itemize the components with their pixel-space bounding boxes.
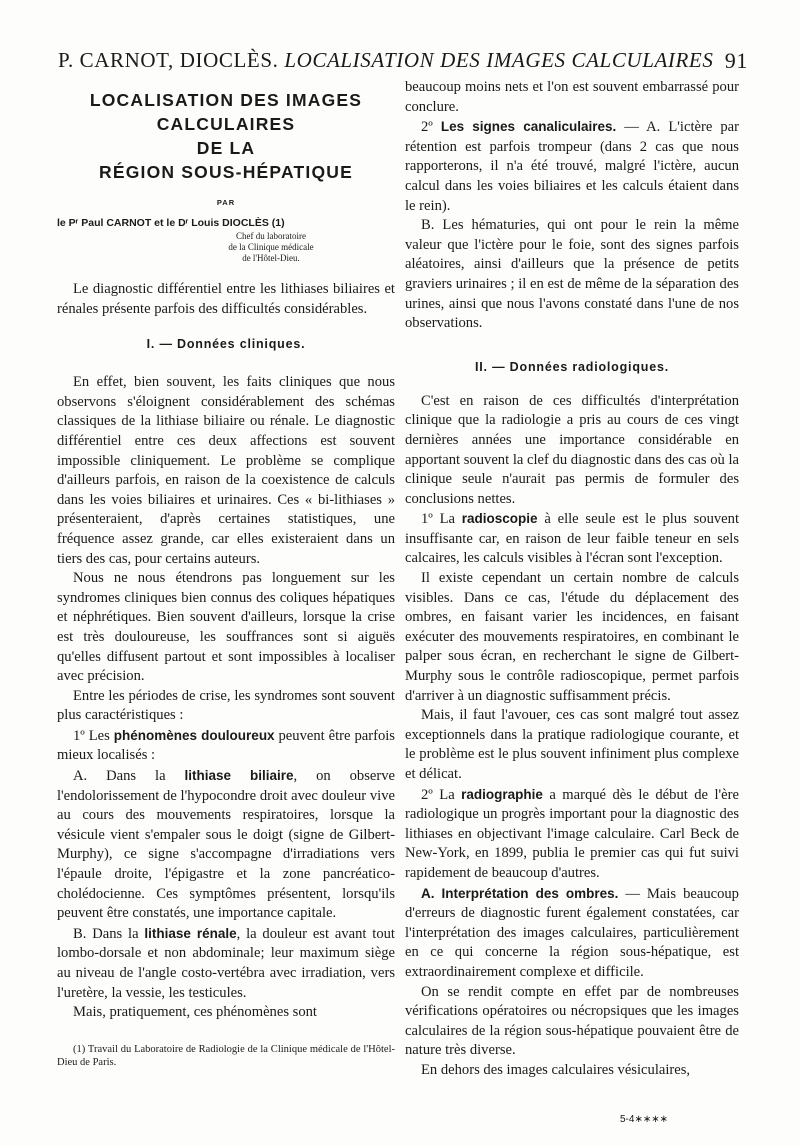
text-run: 1º La	[421, 511, 462, 528]
printer-signature: 5-4∗∗∗∗	[620, 1114, 668, 1125]
paragraph: Entre les périodes de crise, les syndromes sont souvent plus caractéristiques :	[57, 687, 395, 724]
text-run: — A. L'ictère par rétention est parfois trompeur (dans 2 cas que nous rapporterons, il n'a été trouvé, malgré l'ictère, aucun calcul dans les voies biliaires et les calculs étaient dans le rein).	[405, 119, 739, 214]
bold-term: Les signes canaliculaires.	[440, 119, 617, 135]
bold-term: radiographie	[461, 786, 543, 802]
footnote: (1) Travail du Laboratoire de Radiologie de la Clinique médicale de l'Hôtel-Dieu de Paris.	[57, 1044, 395, 1068]
footnote-area	[57, 1043, 395, 1069]
right-column	[405, 78, 739, 1081]
bold-term: radioscopie	[461, 511, 538, 527]
intro-paragraph: Le diagnostic différentiel entre les lithiases biliaires et rénales présente parfois des difficultés considérables.	[57, 281, 395, 317]
article-title-line: LOCALISATION DES IMAGES	[89, 90, 363, 110]
byline-par: PAR	[216, 198, 236, 207]
paragraph: beaucoup moins nets et l'on est souvent embarrassé pour conclure.	[405, 79, 739, 115]
paragraph	[405, 117, 739, 216]
left-column	[57, 80, 395, 1023]
article-title-line: RÉGION SOUS-HÉPATIQUE	[98, 162, 354, 182]
paragraph: Il existe cependant un certain nombre de calculs visibles. Dans ce cas, l'étude du déplacement des ombres, en faisant varier les incidences, en faisant exécuter des mouvements respiratoires, en combinant le palper sous écran, en recherchant le signe de Gilbert-Murphy sous le contrôle radioscopique, permet parfois d'arriver à un diagnostic suffisamment précis.	[405, 570, 739, 704]
paragraph	[57, 924, 395, 1003]
bold-term: lithiase rénale	[144, 925, 237, 941]
paragraph	[405, 884, 739, 983]
paragraph	[57, 726, 395, 766]
section-heading-clinical: I. — Données cliniques.	[146, 337, 306, 352]
text-run: A. Dans la	[73, 768, 185, 785]
affiliation-line: de l'Hôtel-Dieu.	[242, 253, 300, 263]
bold-term: lithiase biliaire	[184, 768, 294, 784]
paragraph: B. Les hématuries, qui ont pour le rein la même valeur que l'ictère pour le foie, sont des signes parfois aléatoires, ainsi d'ailleurs que la présence de petits graviers urinaires ; il en est de même de la séparation des urines, ainsi que nous l'avons constaté dans l'une de nos observations.	[405, 217, 739, 332]
text-run: peuvent être parfois mieux localisés :	[57, 727, 395, 764]
text-run: — Mais beaucoup d'erreurs de diagnostic furent également constatées, car l'interprétation des images calculaires, particulièrement en ce qui concerne la région sous-hépatique, est extraordinairement complexe et difficile.	[405, 885, 739, 980]
text-run: B. Dans la	[73, 925, 145, 942]
paragraph: Mais, il faut l'avouer, ces cas sont malgré tout assez exceptionnels dans la pratique radiologique courante, et le problème est le plus souvent infiniment plus complexe et délicat.	[405, 707, 739, 782]
paragraph	[405, 509, 739, 569]
text-run: , on observe l'endolorissement de l'hypocondre droit avec douleur vive au cours des mouvements respiratoires, lorsque la vésicule vient s'empaler sous le doigt (signe de Gilbert-Murphy), ce signe s'accompagne d'irradiations vers l'épaule droite, l'épigastre et la zone pancréatico-cholédocienne. Ces symptômes présentent, lorsqu'ils peuvent être constatés, une importance capitale.	[57, 768, 395, 922]
paragraph: En effet, bien souvent, les faits cliniques que nous observons s'éloignent considérablement des schémas classiques de la lithiase biliaire ou rénale. Le diagnostic différentiel entre ces deux affections est souvent impossible cliniquement. Le problème se complique d'ailleurs parfois, en raison de la coexistence de calculs dans les voies biliaires et urinaires. Ces « bi-lithiases » présenteraient, d'après certaines statistiques, une fréquence assez grande, car elles existeraient dans un tiers des cas, pour certains auteurs.	[57, 374, 395, 567]
text-run: 2º La	[421, 786, 462, 803]
article-title-line: CALCULAIRES	[156, 114, 296, 134]
running-head-authors: P. CARNOT, DIOCLÈS.	[58, 48, 279, 72]
paragraph: Mais, pratiquement, ces phénomènes sont	[73, 1004, 317, 1021]
text-run: 1º Les	[73, 727, 114, 744]
text-run: , la douleur est avant tout lombo-dorsale et non abdominale; leur maximum siège au niveau de l'angle costo-vertébra avec irradiation, vers l'uretère, la vessie, les testicules.	[57, 925, 395, 1001]
page-number: 91	[724, 48, 748, 73]
text-run: 2º	[421, 119, 441, 136]
affiliation-line: Chef du laboratoire	[236, 231, 306, 241]
bold-term: A. Interprétation des ombres.	[421, 885, 619, 901]
article-title	[57, 88, 395, 184]
paragraph	[405, 785, 739, 884]
running-head	[58, 48, 748, 73]
affiliation	[147, 231, 395, 264]
running-head-title: LOCALISATION DES IMAGES CALCULAIRES	[284, 48, 714, 72]
article-title-line: DE LA	[196, 138, 256, 158]
section-heading-radiological: II. — Données radiologiques.	[475, 359, 669, 374]
bold-term: phénomènes douloureux	[113, 727, 275, 743]
affiliation-line: de la Clinique médicale	[228, 242, 314, 252]
text-run: à elle seule est le plus souvent insuffisante car, en raison de leur faible teneur en sels calcaires, les calculs visibles à l'écran sont l'exception.	[405, 511, 739, 567]
paragraph: C'est en raison de ces difficultés d'interprétation clinique que la radiologie a pris au cours de ces vingt dernières années une importance considérable en apportant souvent la clef du diagnostic dans des cas où la clinique seule n'aurait pas permis de formuler des conclusions nettes.	[405, 392, 739, 507]
paragraph: On se rendit compte en effet par de nombreuses vérifications opératoires ou nécropsiques que les images calculaires de la région sous-hépatique pouvaient être de nature très diverse.	[405, 983, 739, 1059]
text-run: a marqué dès le début de l'ère radiologique un progrès important pour la diagnostic des lithiases en objectivant l'image calculaire. Carl Beck de New-York, en 1899, publia le premier cas qui fut suivi rapidement de beaucoup d'autres.	[405, 786, 739, 881]
authors-line: le Pʳ Paul CARNOT et le Dʳ Louis DIOCLÈS (1)	[57, 217, 285, 229]
paragraph: Nous ne nous étendrons pas longuement sur les syndromes cliniques bien connus des coliques hépatiques et néphrétiques. Bien souvent d'ailleurs, lorsque la crise est très douloureuse, les souffrances sont si aiguës qu'elles diffusent partout et sont impossibles à localiser avec précision.	[57, 570, 395, 685]
paragraph	[57, 766, 395, 924]
paragraph: En dehors des images calculaires vésiculaires,	[421, 1061, 691, 1078]
